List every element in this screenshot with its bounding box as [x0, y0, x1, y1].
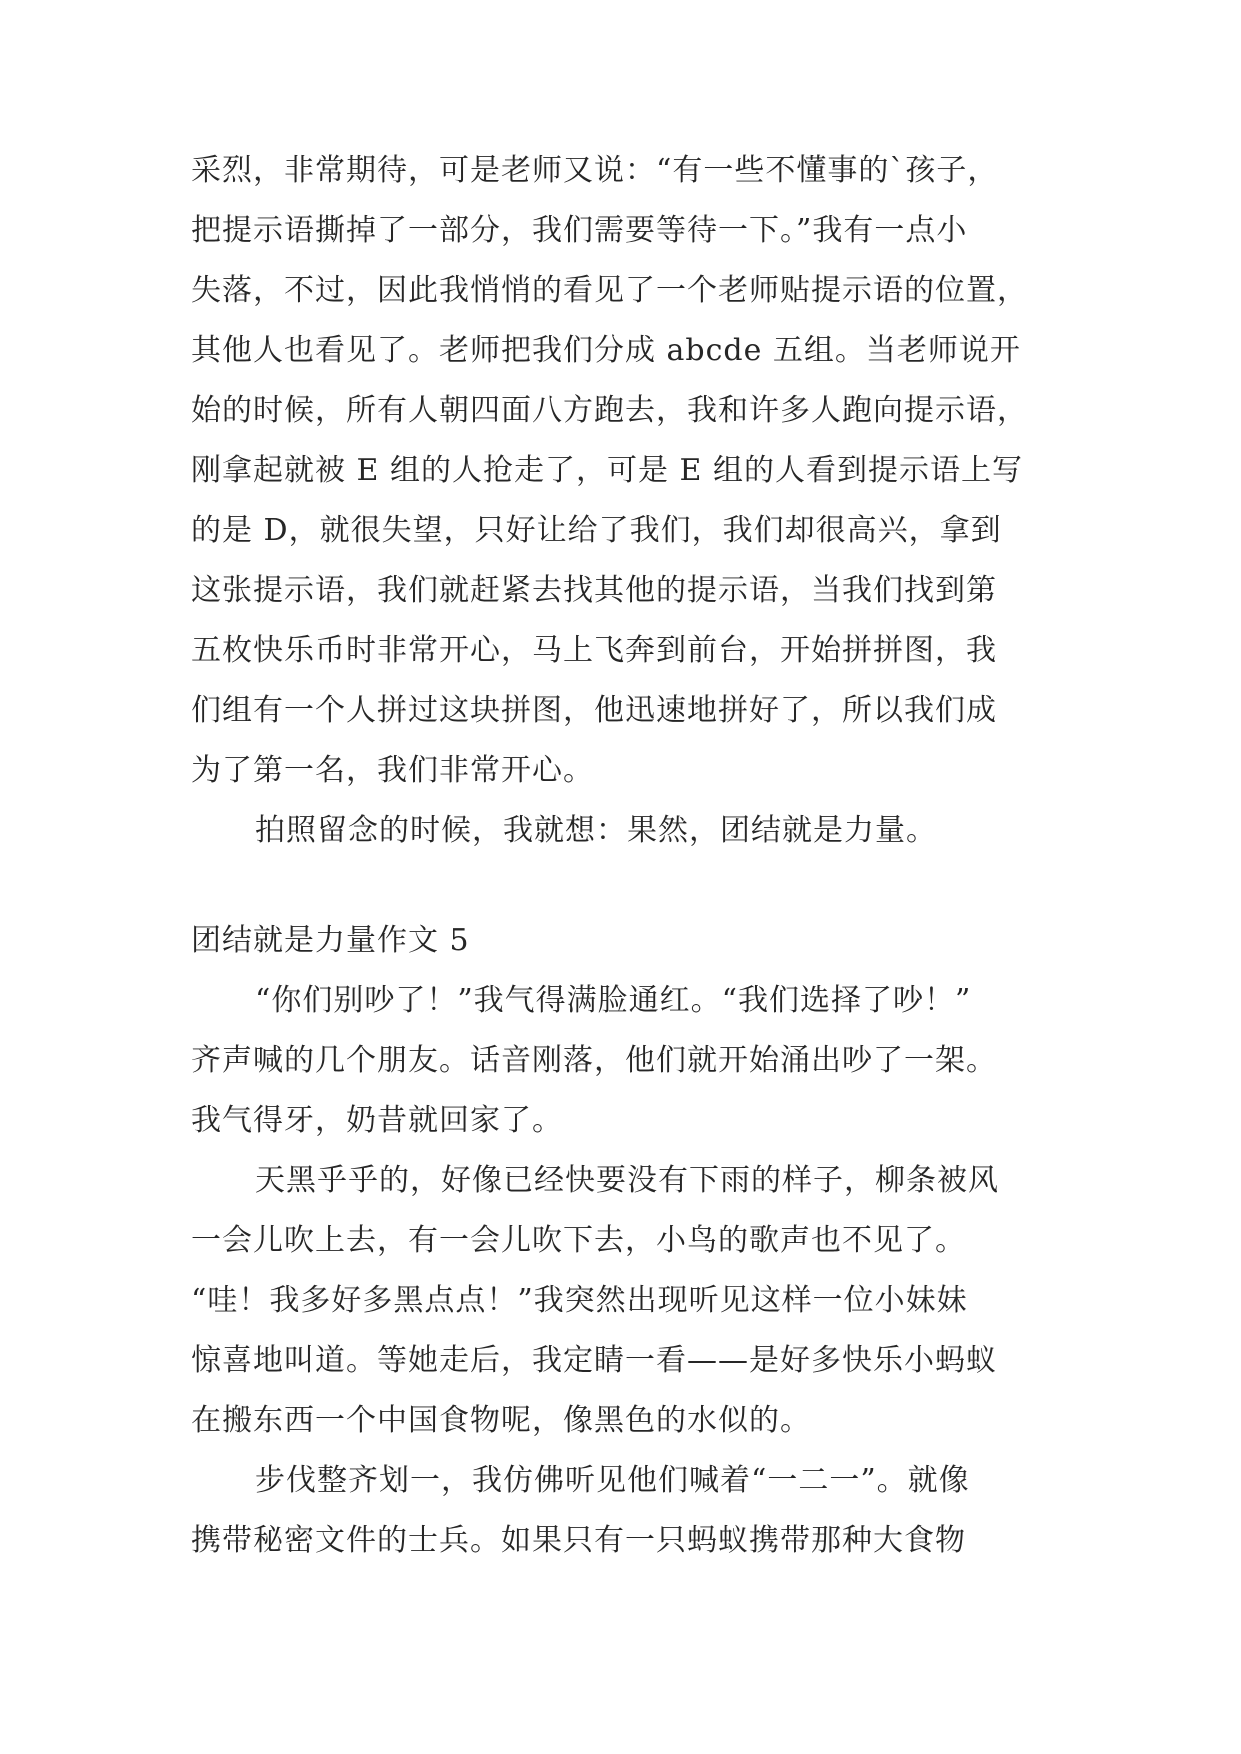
text-line: 步伐整齐划一，我仿佛听见他们喊着“一二一”。就像	[255, 1463, 970, 1498]
text-line: 为了第一名，我们非常开心。	[191, 753, 594, 788]
text-line: 五枚快乐币时非常开心，马上飞奔到前台，开始拼拼图，我	[191, 633, 997, 668]
text-line: “哇！我多好多黑点点！”我突然出现听见这样一位小妹妹	[191, 1283, 968, 1318]
text-line: 的是 D，就很失望，只好让给了我们，我们却很高兴，拿到	[191, 513, 1002, 548]
text-line: 始的时候，所有人朝四面八方跑去，我和许多人跑向提示语，	[191, 393, 1028, 428]
text-line: 们组有一个人拼过这块拼图，他迅速地拼好了，所以我们成	[191, 693, 997, 728]
text-line: 其他人也看见了。老师把我们分成 abcde 五组。当老师说开	[191, 333, 1021, 368]
text-line: 我气得牙，奶昔就回家了。	[191, 1103, 563, 1138]
text-line: 在搬东西一个中国食物呢，像黑色的水似的。	[191, 1403, 811, 1438]
text-line: 齐声喊的几个朋友。话音刚落，他们就开始涌出吵了一架。	[191, 1043, 997, 1078]
text-line: 惊喜地叫道。等她走后，我定睛一看——是好多快乐小蚂蚁	[191, 1343, 997, 1378]
text-line: 携带秘密文件的士兵。如果只有一只蚂蚁携带那种大食物	[191, 1523, 966, 1558]
text-line: 天黑乎乎的，好像已经快要没有下雨的样子，柳条被风	[255, 1163, 999, 1198]
text-line: 把提示语撕掉了一部分，我们需要等待一下。”我有一点小	[191, 213, 968, 248]
section-title: 团结就是力量作文 5	[191, 923, 470, 958]
text-line: 一会儿吹上去，有一会儿吹下去，小鸟的歌声也不见了。	[191, 1223, 966, 1258]
text-line: 刚拿起就被 E 组的人抢走了，可是 E 组的人看到提示语上写	[191, 453, 1023, 488]
closing-line: 拍照留念的时候，我就想：果然，团结就是力量。	[255, 813, 937, 848]
text-line: 采烈，非常期待，可是老师又说：“有一些不懂事的`孩子，	[191, 153, 999, 188]
text-line: 失落，不过，因此我悄悄的看见了一个老师贴提示语的位置，	[191, 273, 1028, 308]
text-line: 这张提示语，我们就赶紧去找其他的提示语，当我们找到第	[191, 573, 997, 608]
text-line: “你们别吵了！”我气得满脸通红。“我们选择了吵！”	[255, 983, 972, 1018]
